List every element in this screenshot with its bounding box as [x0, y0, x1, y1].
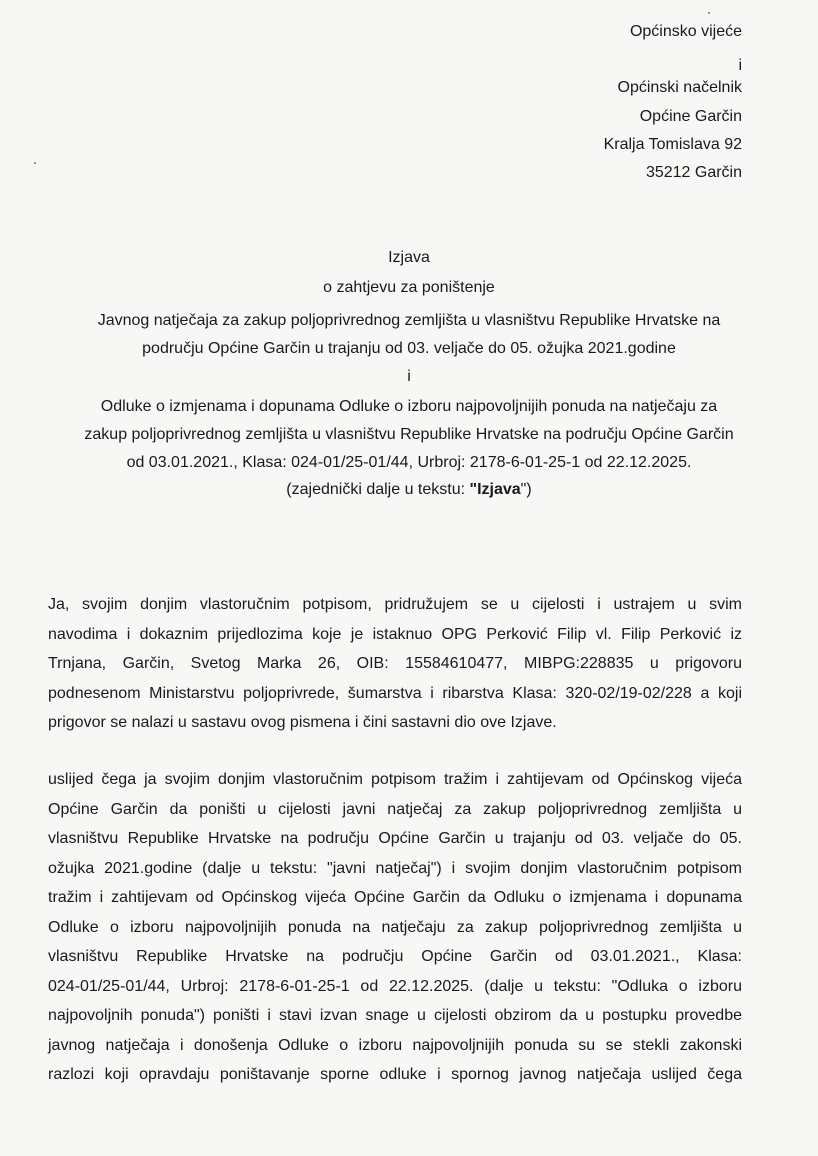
- paragraph-2-line: najpovoljnih ponuda") poništi i stavi izvan snage u cijelosti obzirom da u postupku provedbe: [48, 1007, 742, 1024]
- recipient-line-2: i: [738, 57, 742, 74]
- heading-line-4: području Općine Garčin u trajanju od 03. veljače do 05. ožujka 2021.godine: [142, 340, 676, 357]
- paragraph-2-line: razlozi koji opravdaju poništavanje sporne odluke i spornog javnog natječaja uslijed čega: [48, 1066, 742, 1083]
- heading-line-8: od 03.01.2021., Klasa: 024-01/25-01/44, Urbroj: 2178-6-01-25-1 od 22.12.2025.: [126, 454, 692, 471]
- paragraph-1-line: podnesenom Ministarstvu poljoprivrede, šumarstva i ribarstva Klasa: 320-02/19-02/228 a koji: [48, 684, 742, 702]
- heading-line-7: zakup poljoprivrednog zemljišta u vlasništvu Republike Hrvatske na području Općine Garčin: [84, 426, 734, 443]
- paragraph-2-line: tražim i zahtijevam od Općinskog vijeća Općine Garčin da Odluku o izmjenama i dopunama: [48, 889, 742, 906]
- paragraph-1-line: navodima i dokaznim prijedlozima koje je istaknuo OPG Perković Filip vl. Filip Perković iz: [48, 625, 742, 643]
- heading-line-3: Javnog natječaja za zakup poljoprivrednog zemljišta u vlasništvu Republike Hrvatske na: [97, 312, 721, 329]
- recipient-line-3: Općinski načelnik: [617, 79, 742, 96]
- paragraph-2: [48, 765, 742, 1090]
- scan-speck: [708, 12, 710, 14]
- recipient-line-4: Općine Garčin: [639, 108, 742, 125]
- paragraph-2-line: vlasništvu Republike Hrvatske na području Općine Garčin u trajanju od 03. veljače do 05.: [48, 830, 742, 847]
- paragraph-2-line: 024-01/25-01/44, Urbroj: 2178-6-01-25-1 od 22.12.2025. (dalje u tekstu: "Odluka o izboru: [48, 977, 742, 995]
- paragraph-1: [48, 590, 742, 738]
- paragraph-1-line: prigovor se nalazi u sastavu ovog pismena i čini sastavni dio ove Izjave.: [48, 714, 557, 731]
- heading-line-6: Odluke o izmjenama i dopunama Odluke o izboru najpovoljnijih ponuda na natječaju za: [100, 398, 718, 415]
- paragraph-1-line: Ja, svojim donjim vlastoručnim potpisom, pridružujem se u cijelosti i ustrajem u svim: [48, 596, 742, 613]
- heading-line-2: o zahtjevu za poništenje: [323, 279, 495, 296]
- heading-line-9-bold: "Izjava: [469, 481, 521, 498]
- recipient-line-5: Kralja Tomislava 92: [603, 136, 742, 153]
- paragraph-1-line: Trnjana, Garčin, Svetog Marka 26, OIB: 15584610477, MIBPG:228835 u prigovoru: [48, 655, 742, 672]
- paragraph-2-line: vlasništvu Republike Hrvatske na području Općine Garčin od 03.01.2021., Klasa:: [48, 948, 742, 965]
- paragraph-2-line: ožujka 2021.godine (dalje u tekstu: "javni natječaj") i svojim donjim vlastoručnim potpisom: [48, 859, 742, 877]
- paragraph-2-line: javnog natječaja i donošenja Odluke o izboru najpovoljnijih ponuda su se stekli zakonski: [48, 1036, 742, 1054]
- scan-speck: [34, 162, 36, 164]
- paragraph-2-line: Općine Garčin da poništi u cijelosti javni natječaj za zakup poljoprivrednog zemljišta u: [48, 800, 742, 818]
- document-title: Izjava: [388, 249, 430, 266]
- paragraph-2-line: Odluke o izboru najpovoljnijih ponuda na natječaju za zakup poljoprivrednog zemljišta u: [48, 918, 742, 936]
- heading-line-5: i: [407, 368, 411, 385]
- heading-line-9-pre: (zajednički dalje u tekstu:: [286, 481, 470, 498]
- paragraph-2-line: uslijed čega ja svojim donjim vlastoručnim potpisom tražim i zahtijevam od Općinskog vijeća: [48, 771, 742, 788]
- heading-line-9-post: "): [520, 481, 532, 498]
- recipient-line-6: 35212 Garčin: [645, 164, 742, 181]
- recipient-line-1: Općinsko vijeće: [629, 23, 742, 40]
- heading-line-9: [0, 480, 818, 500]
